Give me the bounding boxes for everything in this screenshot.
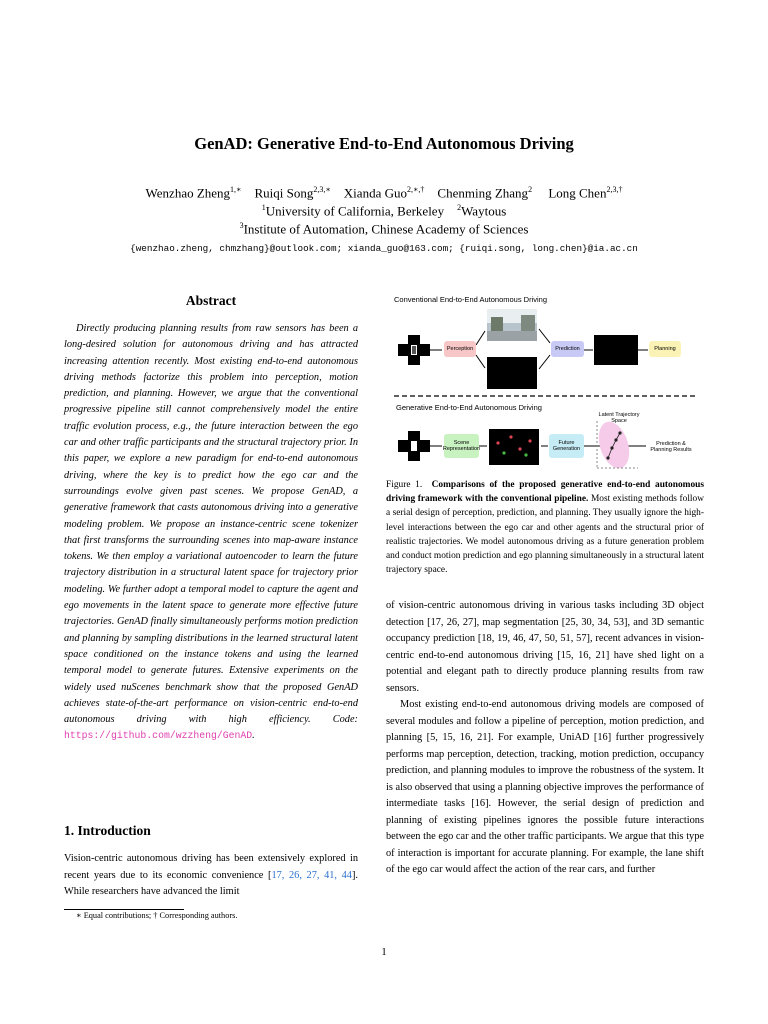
results-label: Prediction & Planning Results — [650, 441, 692, 453]
latent-space — [593, 418, 634, 472]
figure-caption: Figure 1. Comparisons of the proposed generative end-to-end autonomous driving framework with the conventional pipeline. Most existing methods follow a serial design of perception, prediction, and planning. They usually ignore the high-level interactions between the ego car and other agents and the structural prior of realistic trajectories. We model autonomous driving as a future generation problem and conduct motion prediction and ego planning simultaneously in a structural latent trajectory space. — [386, 480, 704, 576]
author: Ruiqi Song — [254, 185, 314, 201]
author: Chenming Zhang — [437, 185, 529, 201]
paragraph: of vision-centric autonomous driving in various tasks including 3D object detection [17, 26, 27], map segmentation [25, 30, 34, 53], and 3D semantic occupancy prediction [18, 19, 46, 47, 50, 51, 57], recent advances in vision-centric end-to-end autonomous driving [15, 16, 21] have shed light on a potential and elegant path to directly produce planning results from raw sensors. — [386, 600, 704, 694]
planning-box: Planning — [649, 341, 681, 357]
author: Xianda Guo — [343, 185, 407, 201]
figure-1 — [390, 293, 702, 473]
scene-representation-box: Scene Representation — [444, 434, 479, 458]
author-emails: {wenzhao.zheng, chmzhang}@outlook.com; xianda_guo@163.com; {ruiqi.song, long.chen}@ia.ac.cn — [130, 243, 638, 254]
affiliation-line-1: $^1$University of California, Berkeley $^2$Waytous — [261, 203, 507, 219]
conventional-label: Conventional End-to-End Autonomous Driving — [394, 295, 548, 304]
affiliation-line-2: $^3$Institute of Automation, Chinese Academy of Sciences — [239, 221, 529, 237]
code-link[interactable]: https://github.com/wzzheng/GenAD — [64, 730, 253, 742]
latent-space-label: Latent Trajectory Space — [598, 412, 640, 424]
footnote: ∗ Equal contributions; † Corresponding authors. — [76, 911, 238, 920]
page-number: 1 — [381, 946, 387, 958]
sensor-rig-icon — [398, 335, 430, 365]
author-list: Wenzhao Zheng$^{1,∗}$ Ruiqi Song$^{2,3,∗}$ Xianda Guo$^{2,∗,\dagger}$ Chenming Zhang$^2$ Long Chen$^{2,3,\dagger}$ — [145, 185, 623, 201]
prediction-box: Prediction — [551, 341, 584, 357]
bev-image — [487, 357, 537, 389]
abstract-body: Directly producing planning results from raw sensors has been a long-desired solution for autonomous driving and has attracted increasing attention recently. Most existing end-to-end autonomous driving methods factorize this problem into perception, motion prediction, and planning. However, we argue that the conventional progressive pipeline still cannot comprehensively model the entire traffic evolution process, e.g., the future interaction between the ego car and other traffic participants and the structural trajectory prior. In this paper, we explore a new paradigm for end-to-end autonomous driving, where the key is to predict how the ego car and the surroundings evolve given past scenes. We propose GenAD, a generative framework that casts autonomous driving into a generative modeling problem. We propose an instance-centric scene tokenizer that first transforms the surrounding scenes into map-aware instance tokens. We then employ a variational autoencoder to learn the future trajectory distribution in a structural latent space for trajectory prior modeling. We further adopt a temporal model to capture the agent and ego movements in the latent space to generate more effective future trajectories. GenAD finally simultaneously performs motion prediction and planning by sampling distributions in the learned structural latent space conditioned on the instance tokens and using the learned temporal model to generate futures. Extensive experiments on the widely used nuScenes benchmark show that the proposed GenAD achieves state-of-the-art performance on vision-centric end-to-end autonomous driving with high efficiency. Code: https://github.com/wzzheng/GenAD. — [64, 323, 358, 742]
perception-box: Perception — [444, 341, 476, 357]
future-generation-box: Future Generation — [549, 434, 584, 458]
camera-image — [487, 309, 537, 341]
generative-label: Generative End-to-End Autonomous Driving — [396, 403, 542, 412]
author: Long Chen — [548, 185, 607, 201]
section-heading-introduction: 1. Introduction — [64, 823, 151, 838]
paper-title: GenAD: Generative End-to-End Autonomous Driving — [194, 134, 574, 153]
prediction-output — [594, 335, 638, 365]
intro-paragraph: Vision-centric autonomous driving has been extensively explored in recent years due to its economic convenience [17, 26, 27, 41, 44]. While researchers have advanced the limit — [64, 853, 358, 897]
right-column-text — [386, 598, 704, 879]
instance-tokens-image — [489, 429, 539, 465]
author: Wenzhao Zheng — [145, 185, 231, 201]
paragraph: Most existing end-to-end autonomous driving models are composed of several modules and follow a pipeline of perception, motion prediction, and planning [5, 15, 16, 21]. For example, UniAD [16] further progressively performs map perception, detection, tracking, motion prediction, occupancy prediction, and planning modules to improve the robustness of the system. It is also observed that using a planning objective improves the performance of intermediate tasks [16]. However, the serial design of prediction and planning of existing pipelines ignores the possible future interactions between the ego car and the other traffic participants. We argue that this type of interaction is important for accurate planning. For example, the lane shift of the ego car would affect the action of the rear cars, and further — [386, 699, 704, 875]
abstract-heading: Abstract — [185, 293, 237, 308]
